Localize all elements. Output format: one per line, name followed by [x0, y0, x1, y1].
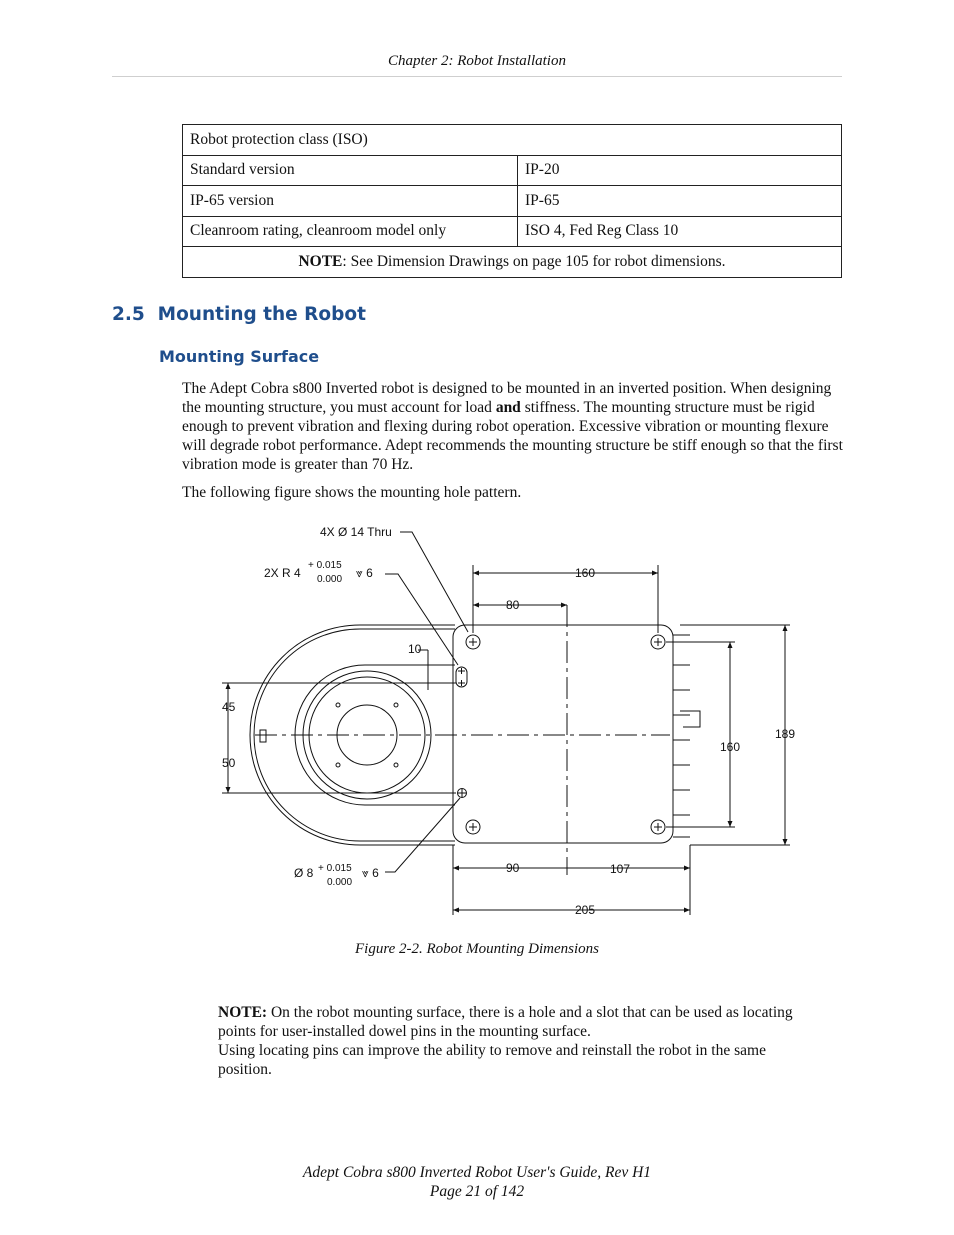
note-label: NOTE:	[218, 1004, 268, 1021]
slot-centers	[458, 668, 465, 686]
table-row	[183, 216, 842, 247]
pin-depth: ⩔ 6	[362, 866, 379, 880]
mounting-hole	[651, 820, 665, 834]
pin-label: Ø 8	[294, 866, 314, 880]
table-cell: Cleanroom rating, cleanroom model only	[183, 216, 518, 247]
right-fins	[673, 635, 700, 837]
dim-90: 90	[506, 861, 520, 875]
pin-tolerance-zero: 0.000	[327, 877, 353, 888]
screw-hole	[336, 763, 340, 767]
leader-holes	[400, 532, 468, 632]
table-note-cell	[183, 247, 842, 278]
base-outline-outer	[250, 625, 455, 845]
mounting-plate	[453, 625, 673, 843]
pin-tolerance-plus: + 0.015	[318, 863, 352, 874]
base-notch	[260, 730, 266, 742]
footer-title: Adept Cobra s800 Inverted Robot User's Guide, Rev H1	[302, 1164, 652, 1181]
mounting-hole	[466, 635, 480, 649]
figure-caption: Figure 2-2. Robot Mounting Dimensions	[354, 941, 599, 957]
table-row	[183, 186, 842, 217]
table-row	[183, 155, 842, 186]
note-label: NOTE	[298, 252, 343, 270]
mounting-dimensions-figure	[200, 515, 820, 925]
dim-205: 205	[575, 903, 596, 917]
dim-160-right: 160	[720, 740, 741, 754]
mounting-hole	[651, 635, 665, 649]
dim-189: 189	[775, 727, 796, 741]
dim-107: 107	[610, 862, 631, 876]
table-row	[183, 247, 842, 278]
body-paragraph: The following figure shows the mounting hole pattern.	[182, 484, 522, 501]
page-header: Chapter 2: Robot Installation	[388, 53, 566, 69]
protection-class-table	[182, 124, 842, 278]
dim-160-top: 160	[575, 566, 596, 580]
section-number: 2.5	[112, 304, 145, 325]
page-footer	[0, 1163, 954, 1201]
leader-slot	[385, 574, 458, 665]
table-cell: ISO 4, Fed Reg Class 10	[518, 216, 842, 247]
table-cell: IP-65 version	[183, 186, 518, 217]
dim-80: 80	[506, 598, 520, 612]
dim-45: 45	[222, 700, 236, 714]
extension-lines-left	[222, 683, 456, 793]
extension-lines-top	[473, 565, 658, 633]
table-cell: Standard version	[183, 155, 518, 186]
paragraph-text: stiffness. The mounting structure must be rigid enough to prevent vibration and flexing during robot operation. Excessive vibration or mounting flexure will degrade robot performance. Adept recommends the mounting structure be stiff enough so that the first vibration mode is greater than 70 Hz.	[182, 399, 843, 473]
subsection-heading: Mounting Surface	[159, 347, 320, 366]
slot-label: 2X R 4	[264, 566, 301, 580]
mounting-hole	[466, 820, 480, 834]
extension-lines-189	[680, 625, 790, 845]
note-text: On the robot mounting surface, there is a hole and a slot that can be used as locating points for user-installed dowel pins in the mounting surface.	[218, 1004, 793, 1040]
table-title-cell: Robot protection class (ISO)	[183, 125, 842, 156]
leader-pin	[385, 798, 460, 872]
screw-hole	[336, 703, 340, 707]
section-title: Mounting the Robot	[157, 304, 366, 325]
table-cell: IP-65	[518, 186, 842, 217]
dim-50: 50	[222, 756, 236, 770]
screw-hole	[394, 763, 398, 767]
slot-tolerance-plus: + 0.015	[308, 560, 342, 571]
screw-hole	[394, 703, 398, 707]
table-cell: IP-20	[518, 155, 842, 186]
footer-page-number: Page 21 of 142	[429, 1183, 525, 1200]
paragraph-bold: and	[495, 399, 521, 416]
note-text: Using locating pins can improve the ability to remove and reinstall the robot in the same position.	[218, 1042, 766, 1078]
section-heading	[112, 304, 366, 325]
paragraph-text: The Adept Cobra s800 Inverted robot is designed to be mounted in an inverted position. When designing the mounting structure, you must account for load	[182, 380, 832, 416]
holes-label: 4X Ø 14 Thru	[320, 525, 392, 539]
note-paragraph	[218, 1003, 818, 1079]
extension-lines-bottom	[453, 845, 690, 915]
body-paragraph	[182, 379, 844, 474]
locating-pin-hole	[458, 789, 467, 798]
dim-10: 10	[408, 642, 422, 656]
table-row	[183, 125, 842, 156]
slot-depth: ⩔ 6	[356, 566, 373, 580]
note-text: : See Dimension Drawings on page 105 for robot dimensions.	[342, 252, 726, 270]
slot-tolerance-zero: 0.000	[317, 574, 343, 585]
extension-lines-right	[666, 642, 735, 827]
mounting-drawing	[200, 515, 820, 925]
header-divider	[112, 76, 842, 77]
